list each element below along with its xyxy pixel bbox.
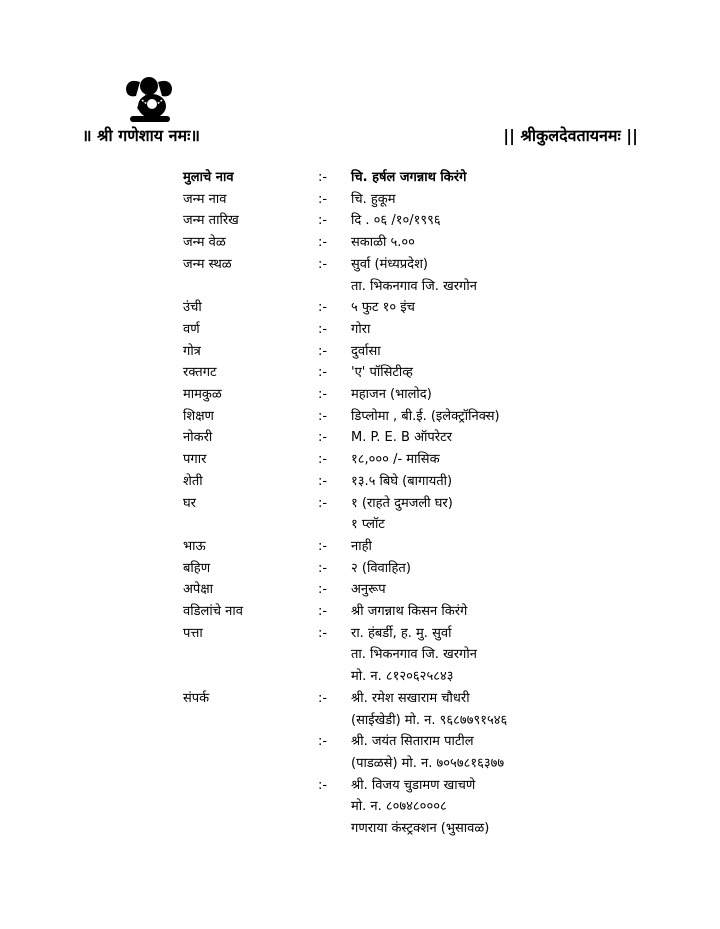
row-value: ५ फुट १० इंच bbox=[351, 300, 415, 316]
row-value: (पाडळसे) मो. न. ७०५७८१६३७७ bbox=[351, 755, 505, 771]
row-separator: :- bbox=[318, 582, 328, 598]
table-row bbox=[0, 796, 720, 818]
table-row bbox=[0, 406, 720, 428]
table-row bbox=[0, 297, 720, 319]
row-value: मो. न. ८१२०६२५८४३ bbox=[351, 669, 454, 685]
table-row bbox=[0, 210, 720, 232]
row-value: चि. हुकूम bbox=[351, 191, 396, 207]
table-row bbox=[0, 818, 720, 840]
row-separator: :- bbox=[318, 343, 328, 359]
row-separator: :- bbox=[318, 625, 328, 641]
table-row bbox=[0, 514, 720, 536]
table-row bbox=[0, 666, 720, 688]
table-row bbox=[0, 254, 720, 276]
row-value: ता. भिकनगाव जि. खरगोन bbox=[351, 278, 477, 294]
left-invocation: ॥ श्री गणेशाय नमः॥ bbox=[82, 126, 200, 145]
row-label: शेती bbox=[183, 473, 203, 489]
row-value: १३.५ बिघे (बागायती) bbox=[351, 473, 453, 489]
table-row bbox=[0, 753, 720, 775]
row-separator: :- bbox=[318, 777, 328, 793]
row-separator: :- bbox=[318, 473, 328, 489]
table-row bbox=[0, 276, 720, 298]
table-row bbox=[0, 189, 720, 211]
row-separator: :- bbox=[318, 538, 328, 554]
row-separator: :- bbox=[318, 365, 328, 381]
row-value: १ प्लॉट bbox=[351, 517, 385, 533]
row-value: श्री. रमेश सखाराम चौधरी bbox=[351, 690, 470, 706]
row-value: नाही bbox=[351, 538, 372, 554]
row-value: १ (राहते दुमजली घर) bbox=[351, 495, 453, 511]
row-value: महाजन (भालोद) bbox=[351, 387, 432, 402]
row-value: श्री. विजय चुडामण खाचणे bbox=[351, 777, 476, 793]
row-label: उंची bbox=[183, 300, 202, 316]
row-label: जन्म नाव bbox=[183, 191, 227, 207]
row-value: M. P. E. B ऑपरेटर bbox=[351, 430, 452, 446]
row-label: वडिलांचे नाव bbox=[183, 604, 243, 619]
row-value: सुर्वा (मंध्यप्रदेश) bbox=[351, 256, 429, 272]
row-value: गणराया कंस्ट्रक्शन (भुसावळ) bbox=[351, 821, 490, 836]
row-value: अनुरूप bbox=[351, 582, 386, 598]
row-value: श्री. जयंत सिताराम पाटील bbox=[351, 734, 474, 750]
row-separator: :- bbox=[318, 452, 328, 468]
table-row bbox=[0, 384, 720, 406]
table-row bbox=[0, 731, 720, 753]
row-label: जन्म वेळ bbox=[183, 235, 226, 251]
row-value: २ (विवाहित) bbox=[351, 560, 411, 576]
right-invocation: || श्रीकुलदेवतायनमः || bbox=[503, 126, 638, 145]
row-value: श्री जगन्नाथ किसन किरंगे bbox=[351, 604, 468, 619]
row-label: संपर्क bbox=[183, 690, 210, 706]
row-label: अपेक्षा bbox=[183, 582, 214, 598]
row-value: (साईखेडी) मो. न. ९६८७७९१५४६ bbox=[351, 712, 508, 728]
row-separator: :- bbox=[318, 300, 328, 316]
row-value: सकाळी ५.०० bbox=[351, 235, 415, 251]
row-separator: :- bbox=[318, 604, 328, 619]
table-row bbox=[0, 644, 720, 666]
row-value: 'ए' पॉसिटीव्ह bbox=[351, 365, 413, 381]
table-row bbox=[0, 775, 720, 797]
row-value: ता. भिकनगाव जि. खरगोन bbox=[351, 647, 477, 663]
row-separator: :- bbox=[318, 321, 328, 337]
row-separator: :- bbox=[318, 495, 328, 511]
table-row bbox=[0, 471, 720, 493]
row-label: नोकरी bbox=[183, 430, 213, 446]
row-value: १८,००० /- मासिक bbox=[351, 452, 440, 468]
table-row bbox=[0, 558, 720, 580]
row-value: डिप्लोमा , बी.ई. (इलेक्ट्रॉनिक्स) bbox=[351, 408, 500, 424]
table-row bbox=[0, 319, 720, 341]
row-label: वर्ण bbox=[183, 321, 200, 337]
table-row bbox=[0, 427, 720, 449]
row-value: दि . ०६ /१०/१९९६ bbox=[351, 213, 441, 229]
row-label: बहिण bbox=[183, 560, 211, 576]
table-row bbox=[0, 493, 720, 515]
row-label: रक्तगट bbox=[183, 365, 217, 381]
table-row bbox=[0, 341, 720, 363]
row-label: जन्म तारिख bbox=[183, 213, 239, 229]
row-separator: :- bbox=[318, 256, 328, 272]
row-label: भाऊ bbox=[183, 538, 206, 554]
row-separator: :- bbox=[318, 560, 328, 576]
row-value: चि. हर्षल जगन्नाथ किरंगे bbox=[351, 170, 467, 185]
row-separator: :- bbox=[318, 408, 328, 424]
row-separator: :- bbox=[318, 387, 328, 402]
table-row bbox=[0, 362, 720, 384]
row-separator: :- bbox=[318, 734, 328, 750]
row-label: शिक्षण bbox=[183, 408, 214, 424]
row-value: मो. न. ८०७४८०००८ bbox=[351, 799, 447, 815]
table-row bbox=[0, 579, 720, 601]
table-row bbox=[0, 449, 720, 471]
row-separator: :- bbox=[318, 690, 328, 706]
ganesha-icon bbox=[122, 74, 176, 124]
row-label: घर bbox=[183, 495, 197, 511]
row-value: गोरा bbox=[351, 321, 371, 337]
row-label: मामकुळ bbox=[183, 387, 222, 402]
row-label: मुलाचे नाव bbox=[183, 170, 234, 185]
table-row bbox=[0, 601, 720, 623]
row-label: जन्म स्थळ bbox=[183, 256, 232, 272]
row-separator: :- bbox=[318, 430, 328, 446]
table-row bbox=[0, 536, 720, 558]
row-separator: :- bbox=[318, 235, 328, 251]
table-row bbox=[0, 232, 720, 254]
row-label: गोत्र bbox=[183, 343, 201, 359]
row-separator: :- bbox=[318, 170, 328, 185]
row-separator: :- bbox=[318, 191, 328, 207]
row-value: रा. हंबर्डी, ह. मु. सुर्वा bbox=[351, 625, 452, 641]
row-label: पगार bbox=[183, 452, 207, 468]
row-label: पत्ता bbox=[183, 625, 203, 641]
table-row bbox=[0, 623, 720, 645]
table-row bbox=[0, 710, 720, 732]
table-row bbox=[0, 688, 720, 710]
row-separator: :- bbox=[318, 213, 328, 229]
row-value: दुर्वासा bbox=[351, 343, 381, 359]
table-row bbox=[0, 167, 720, 189]
